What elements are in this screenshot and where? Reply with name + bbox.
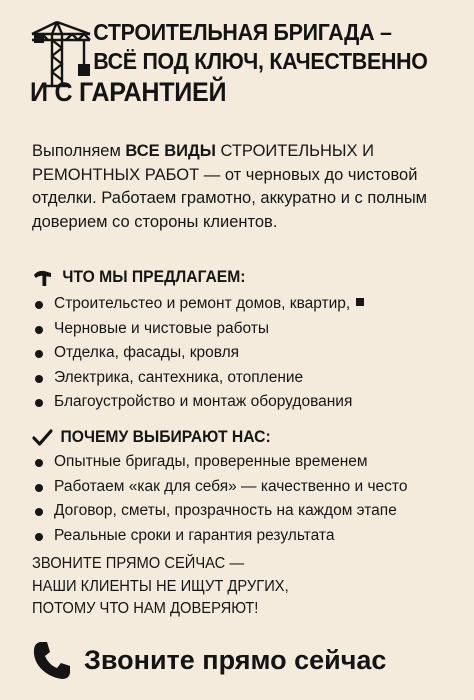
list-item-text: Реальные сроки и гарантия результата [54, 526, 335, 544]
checkmark-icon [32, 429, 53, 447]
list-item [32, 341, 472, 366]
offer-heading-text: ЧТО МЫ ПРЕДЛАГАЕМ: [62, 268, 246, 286]
intro-text-rest: СТРОИТЕЛЬНЫХ И РЕМОНТНЫХ РАБОТ — от черновых до чистовой отделки. Работаем грамотно, аккуратно и с полным доверием со стороны клиентов. [32, 142, 428, 231]
call-line-1: ЗВОНИТЕ ПРЯМО СЕЙЧАС — [32, 555, 245, 572]
call-line-3: ПОТОМУ ЧТО НАМ ДОВЕРЯЮТ! [32, 600, 259, 617]
offer-list [32, 292, 472, 415]
list-item [32, 450, 472, 475]
why-heading-text: ПОЧЕМУ ВЫБИРАЮТ НАС: [60, 428, 271, 446]
phone-icon [30, 638, 74, 682]
why-list [32, 450, 472, 548]
list-item [32, 475, 472, 500]
intro-text-start: Выполняем [32, 142, 121, 160]
call-line-2: НАШИ КЛИЕНТЫ НЕ ИЩУТ ДРУГИХ, [32, 577, 289, 595]
list-item-text: Строительстео и ремонт домов, квартир, [54, 295, 351, 312]
call-button[interactable] [30, 634, 386, 686]
square-bullet-icon [356, 298, 364, 306]
call-to-action-text [32, 553, 431, 621]
offer-heading [32, 268, 246, 287]
why-heading [32, 428, 271, 447]
list-item [32, 524, 472, 549]
title-line-1: СТРОИТЕЛЬНАЯ БРИГАДА – [93, 19, 392, 45]
list-item-text: Договор, сметы, прозрачность на каждом этапе [54, 502, 397, 519]
list-item-text: Отделка, фасады, кровля [54, 344, 240, 361]
page-title [30, 18, 430, 108]
list-item-text: Работаем «как для себя» — качественно и често [54, 477, 408, 495]
list-item-text: Черновые и чистовые работы [54, 319, 269, 337]
list-item [32, 499, 472, 524]
intro-bold-text: ВСЕ ВИДЫ [125, 142, 216, 160]
title-line-3: И С ГАРАНТИЕЙ [30, 77, 227, 107]
list-item-text: Опытные бригады, проверенные временем [54, 453, 368, 470]
call-button-label: Звоните прямо сейчас [84, 644, 387, 675]
list-item-text: Электрика, сантехника, отопление [54, 368, 304, 386]
intro-paragraph [32, 140, 452, 234]
header [30, 18, 460, 108]
list-item-text: Благоустройство и монтаж оборудования [54, 393, 353, 410]
title-line-2: ВСЁ ПОД КЛЮЧ, КАЧЕСТВЕННО [93, 48, 428, 74]
hammer-icon [32, 269, 55, 287]
list-item [32, 390, 472, 415]
list-item [32, 366, 472, 391]
list-item [32, 317, 472, 342]
list-item [32, 292, 472, 317]
